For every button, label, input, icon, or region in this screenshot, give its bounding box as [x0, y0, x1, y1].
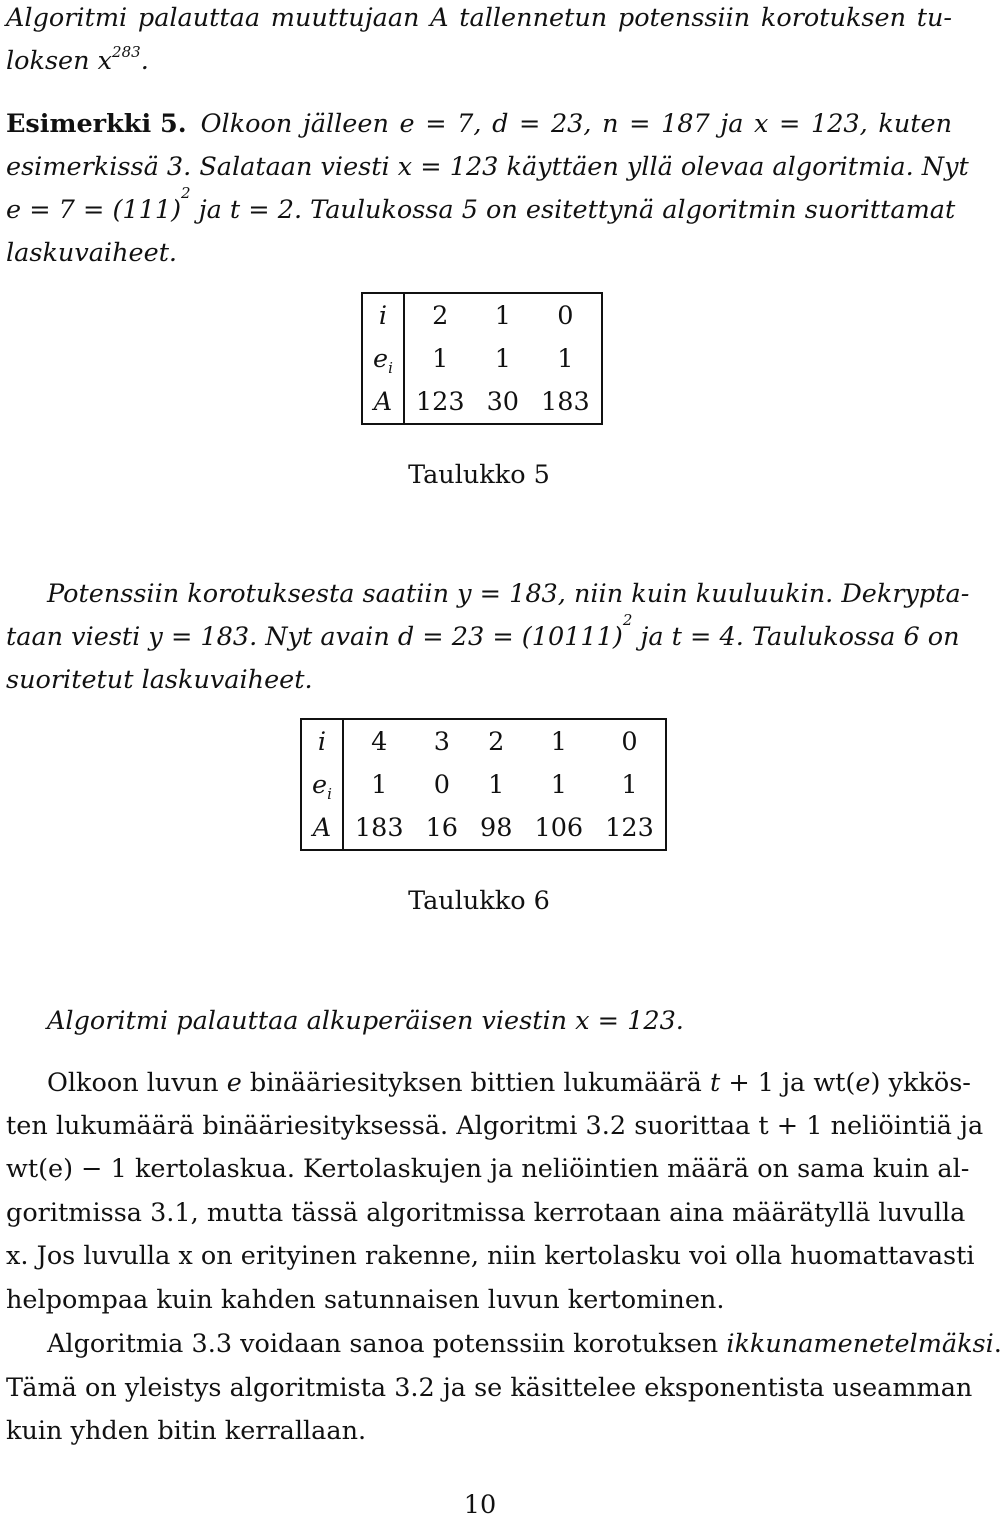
table-cell: 1 [494, 343, 511, 374]
text-line: suoritetut laskuvaiheet. [6, 665, 313, 695]
table-cell: 1 [550, 726, 567, 757]
table-cell: 4 [371, 726, 388, 757]
table-cell: 0 [621, 726, 638, 757]
table-cell: 1 [550, 769, 567, 800]
table-cell: 1 [371, 769, 388, 800]
math-var: e [226, 1068, 242, 1098]
table-cell: 30 [486, 386, 520, 417]
table-cell: 1 [488, 769, 505, 800]
row-header [362, 337, 404, 380]
row-header-symbol: e [312, 769, 328, 800]
text-fragment: Olkoon jälleen e = 7, d = 23, n = 187 ja x = 123, kuten [200, 109, 952, 139]
row-header: A [362, 380, 404, 424]
table-cell: 0 [433, 769, 450, 800]
table-cell: 183 [541, 386, 590, 417]
text-line: Algoritmi palauttaa alkuperäisen viestin x = 123. [47, 1006, 684, 1036]
table-cell: 2 [488, 726, 505, 757]
text-line: wt(e) − 1 kertolaskua. Kertolaskujen ja neliöintien määrä on sama kuin al- [6, 1154, 970, 1184]
table-cell: 1 [621, 769, 638, 800]
text-line: Potenssiin korotuksesta saatiin y = 183, niin kuin kuuluukin. Dekrypta- [47, 579, 970, 609]
table-caption: Taulukko 6 [408, 886, 550, 916]
emphasized-term: ikkunamenetelmäksi [726, 1329, 994, 1359]
text-fragment: Algoritmia 3.3 voidaan sanoa potenssiin korotuksen [47, 1329, 727, 1359]
example-heading-line [6, 107, 952, 141]
math-var: t [709, 1068, 721, 1098]
text-fragment: binääriesityksen bittien lukumäärä [241, 1068, 710, 1098]
text-fragment: e = 7 = (111) [6, 195, 182, 225]
subscript: i [388, 358, 393, 377]
text-line [47, 1066, 971, 1100]
page-number: 10 [463, 1490, 497, 1520]
text-fragment: loksen x [6, 46, 113, 76]
text-line: ten lukumäärä binääriesityksessä. Algoritmi 3.2 suorittaa t + 1 neliöintiä ja [6, 1111, 984, 1141]
table-cell: 1 [557, 343, 574, 374]
table-cell: 106 [534, 812, 584, 843]
text-line: helpompaa kuin kahden satunnaisen luvun kertominen. [6, 1285, 725, 1315]
table-cell: 2 [432, 300, 449, 331]
table-cell: 183 [354, 812, 404, 843]
table-row [362, 380, 602, 424]
text-line: kuin yhden bitin kerrallaan. [6, 1416, 367, 1446]
text-fragment: . [140, 46, 149, 76]
table-cell: 3 [433, 726, 450, 757]
table-cell: 0 [557, 300, 574, 331]
table-cell: 1 [432, 343, 449, 374]
row-header: A [301, 806, 343, 850]
subscript: 2 [622, 611, 633, 629]
text-line: laskuvaiheet. [6, 238, 178, 268]
text-fragment: ) ykkös- [870, 1068, 971, 1098]
table-row [301, 806, 666, 850]
table-cell: 123 [605, 812, 654, 843]
table-caption: Taulukko 5 [408, 460, 550, 490]
text-fragment: Olkoon luvun [47, 1068, 227, 1098]
text-line [6, 44, 952, 78]
text-fragment: ja t = 4. Taulukossa 6 on [632, 622, 960, 652]
text-fragment: . [993, 1329, 1002, 1359]
text-line: Tämä on yleistys algoritmista 3.2 ja se käsittelee eksponentista useamman [6, 1373, 973, 1403]
subscript: 2 [181, 184, 191, 202]
text-line: x. Jos luvulla x on erityinen rakenne, niin kertolasku voi olla huomattavasti [6, 1241, 975, 1271]
text-line: goritmissa 3.1, mutta tässä algoritmissa kerrotaan aina määrätyllä luvulla [6, 1198, 966, 1228]
table-row [362, 337, 602, 380]
row-header [301, 763, 343, 806]
subscript: i [327, 784, 332, 803]
table-cell: 1 [494, 300, 511, 331]
text-line [6, 611, 960, 654]
text-line: esimerkissä 3. Salataan viesti x = 123 käyttäen yllä olevaa algoritmia. Nyt [6, 152, 969, 182]
text-line: Algoritmi palauttaa muuttujaan A tallennetun potenssiin korotuksen tu- [6, 3, 952, 33]
table-cell: 98 [480, 812, 513, 843]
text-fragment: taan viesti y = 183. Nyt avain d = 23 = (10111) [6, 622, 623, 652]
table-row [301, 719, 666, 763]
row-header: i [301, 719, 343, 763]
row-header: i [362, 293, 404, 337]
text-line [47, 1327, 1002, 1361]
table-cell: 16 [425, 812, 459, 843]
table-row [362, 293, 602, 337]
text-line [6, 184, 956, 227]
row-header-symbol: e [373, 343, 389, 374]
table-cell: 123 [415, 386, 465, 417]
text-fragment: ja t = 2. Taulukossa 5 on esitettynä algoritmin suorittamat [190, 195, 956, 225]
example-label: Esimerkki 5. [6, 109, 187, 139]
table-5 [361, 292, 603, 425]
table-6 [300, 718, 667, 851]
text-fragment: + 1 ja wt( [720, 1068, 856, 1098]
math-var: e [855, 1068, 871, 1098]
exponent: 283 [112, 43, 141, 61]
table-row [301, 763, 666, 806]
